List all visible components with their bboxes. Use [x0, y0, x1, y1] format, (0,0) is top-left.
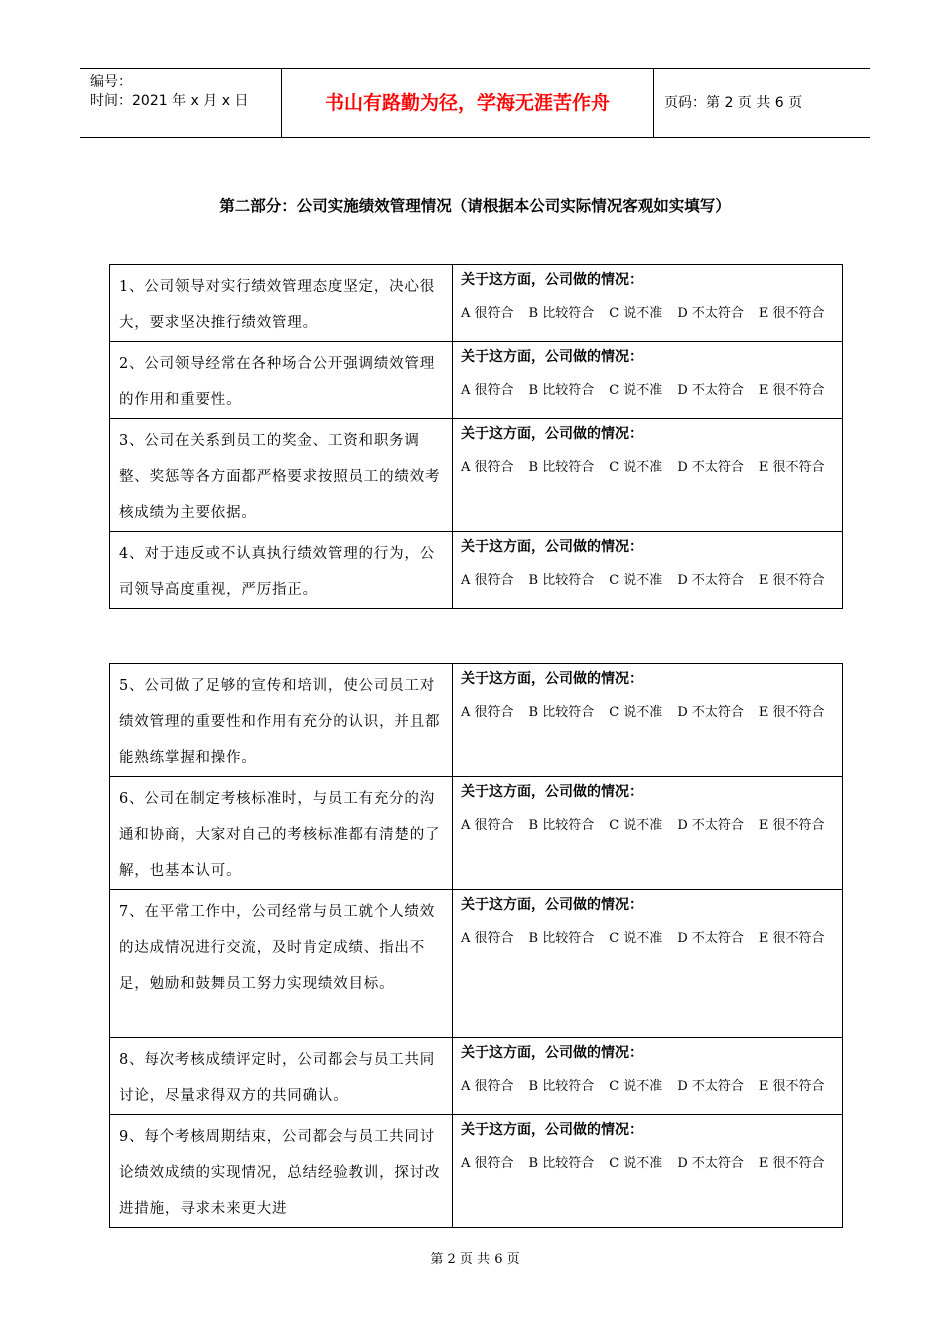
header-page-label: 页码：第 2 页 共 6 页 [664, 95, 803, 111]
option-a[interactable]: A 很符合 [461, 1156, 514, 1171]
answer-options [461, 570, 842, 592]
option-d[interactable]: D 不太符合 [677, 1156, 744, 1171]
question-row [110, 1038, 843, 1115]
question-text: 2、公司领导经常在各种场合公开强调绩效管理的作用和重要性。 [110, 342, 453, 419]
answer-cell [453, 890, 843, 1038]
date-label: 时间：2021 年 x 月 x 日 [90, 93, 249, 109]
header-meta [80, 69, 282, 137]
option-c[interactable]: C 说不准 [609, 1079, 663, 1094]
option-a[interactable]: A 很符合 [461, 573, 514, 588]
question-row [110, 664, 843, 777]
page-header [80, 68, 870, 138]
answer-heading: 关于这方面，公司做的情况： [461, 784, 643, 800]
answer-heading: 关于这方面，公司做的情况： [461, 272, 643, 288]
answer-options [461, 457, 842, 479]
answer-cell [453, 1038, 843, 1115]
option-e[interactable]: E 很不符合 [758, 383, 825, 398]
option-b[interactable]: B 比较符合 [528, 818, 595, 833]
option-e[interactable]: E 很不符合 [758, 818, 825, 833]
question-text: 3、公司在关系到员工的奖金、工资和职务调整、奖惩等各方面都严格要求按照员工的绩效考核成绩为主要依据。 [110, 419, 453, 532]
answer-heading: 关于这方面，公司做的情况： [461, 897, 643, 913]
option-e[interactable]: E 很不符合 [758, 1079, 825, 1094]
answer-options [461, 815, 842, 837]
answer-cell [453, 342, 843, 419]
option-a[interactable]: A 很符合 [461, 306, 514, 321]
option-c[interactable]: C 说不准 [609, 705, 663, 720]
question-row [110, 890, 843, 1038]
option-a[interactable]: A 很符合 [461, 705, 514, 720]
option-c[interactable]: C 说不准 [609, 306, 663, 321]
option-c[interactable]: C 说不准 [609, 573, 663, 588]
question-text: 6、公司在制定考核标准时，与员工有充分的沟通和协商，大家对自己的考核标准都有清楚的了解，也基本认可。 [110, 777, 453, 890]
option-e[interactable]: E 很不符合 [758, 573, 825, 588]
answer-cell [453, 265, 843, 342]
answer-options [461, 303, 842, 325]
option-c[interactable]: C 说不准 [609, 818, 663, 833]
option-c[interactable]: C 说不准 [609, 460, 663, 475]
option-e[interactable]: E 很不符合 [758, 931, 825, 946]
question-text: 1、公司领导对实行绩效管理态度坚定，决心很大，要求坚决推行绩效管理。 [110, 265, 453, 342]
question-text: 8、每次考核成绩评定时，公司都会与员工共同讨论，尽量求得双方的共同确认。 [110, 1038, 453, 1115]
answer-heading: 关于这方面，公司做的情况： [461, 539, 643, 555]
answer-heading: 关于这方面，公司做的情况： [461, 426, 643, 442]
option-d[interactable]: D 不太符合 [677, 460, 744, 475]
option-b[interactable]: B 比较符合 [528, 460, 595, 475]
question-table-1 [109, 264, 843, 609]
option-a[interactable]: A 很符合 [461, 1079, 514, 1094]
option-e[interactable]: E 很不符合 [758, 705, 825, 720]
option-c[interactable]: C 说不准 [609, 1156, 663, 1171]
answer-cell [453, 1115, 843, 1228]
option-b[interactable]: B 比较符合 [528, 573, 595, 588]
option-a[interactable]: A 很符合 [461, 818, 514, 833]
answer-options [461, 702, 842, 724]
answer-cell [453, 532, 843, 609]
question-table-2 [109, 663, 843, 1228]
answer-options [461, 380, 842, 402]
question-text: 7、在平常工作中，公司经常与员工就个人绩效的达成情况进行交流，及时肯定成绩、指出不足，勉励和鼓舞员工努力实现绩效目标。 [110, 890, 453, 1038]
question-row [110, 419, 843, 532]
option-d[interactable]: D 不太符合 [677, 931, 744, 946]
answer-options [461, 1153, 842, 1175]
answer-heading: 关于这方面，公司做的情况： [461, 671, 643, 687]
option-b[interactable]: B 比较符合 [528, 1156, 595, 1171]
answer-heading: 关于这方面，公司做的情况： [461, 1045, 643, 1061]
header-motto: 书山有路勤为径，学海无涯苦作舟 [282, 69, 654, 137]
option-a[interactable]: A 很符合 [461, 383, 514, 398]
option-b[interactable]: B 比较符合 [528, 931, 595, 946]
question-row [110, 1115, 843, 1228]
option-b[interactable]: B 比较符合 [528, 306, 595, 321]
answer-heading: 关于这方面，公司做的情况： [461, 1122, 643, 1138]
option-a[interactable]: A 很符合 [461, 460, 514, 475]
option-b[interactable]: B 比较符合 [528, 1079, 595, 1094]
option-a[interactable]: A 很符合 [461, 931, 514, 946]
question-row [110, 265, 843, 342]
option-e[interactable]: E 很不符合 [758, 1156, 825, 1171]
answer-heading: 关于这方面，公司做的情况： [461, 349, 643, 365]
answer-options [461, 928, 842, 950]
answer-options [461, 1076, 842, 1098]
question-text: 4、对于违反或不认真执行绩效管理的行为，公司领导高度重视，严厉指正。 [110, 532, 453, 609]
page-footer: 第 2 页 共 6 页 [430, 1252, 520, 1267]
question-row [110, 342, 843, 419]
option-d[interactable]: D 不太符合 [677, 705, 744, 720]
option-d[interactable]: D 不太符合 [677, 306, 744, 321]
option-e[interactable]: E 很不符合 [758, 306, 825, 321]
option-c[interactable]: C 说不准 [609, 931, 663, 946]
option-d[interactable]: D 不太符合 [677, 383, 744, 398]
question-text: 5、公司做了足够的宣传和培训，使公司员工对绩效管理的重要性和作用有充分的认识，并且都能熟练掌握和操作。 [110, 664, 453, 777]
question-row [110, 777, 843, 890]
question-text: 9、每个考核周期结束，公司都会与员工共同讨论绩效成绩的实现情况，总结经验教训，探讨改进措施，寻求未来更大进 [110, 1115, 453, 1228]
section-title: 第二部分：公司实施绩效管理情况（请根据本公司实际情况客观如实填写） [219, 197, 731, 215]
answer-cell [453, 419, 843, 532]
option-e[interactable]: E 很不符合 [758, 460, 825, 475]
answer-cell [453, 664, 843, 777]
option-d[interactable]: D 不太符合 [677, 1079, 744, 1094]
number-label: 编号： [90, 74, 132, 90]
option-d[interactable]: D 不太符合 [677, 573, 744, 588]
option-b[interactable]: B 比较符合 [528, 383, 595, 398]
answer-cell [453, 777, 843, 890]
option-c[interactable]: C 说不准 [609, 383, 663, 398]
question-row [110, 532, 843, 609]
option-d[interactable]: D 不太符合 [677, 818, 744, 833]
option-b[interactable]: B 比较符合 [528, 705, 595, 720]
